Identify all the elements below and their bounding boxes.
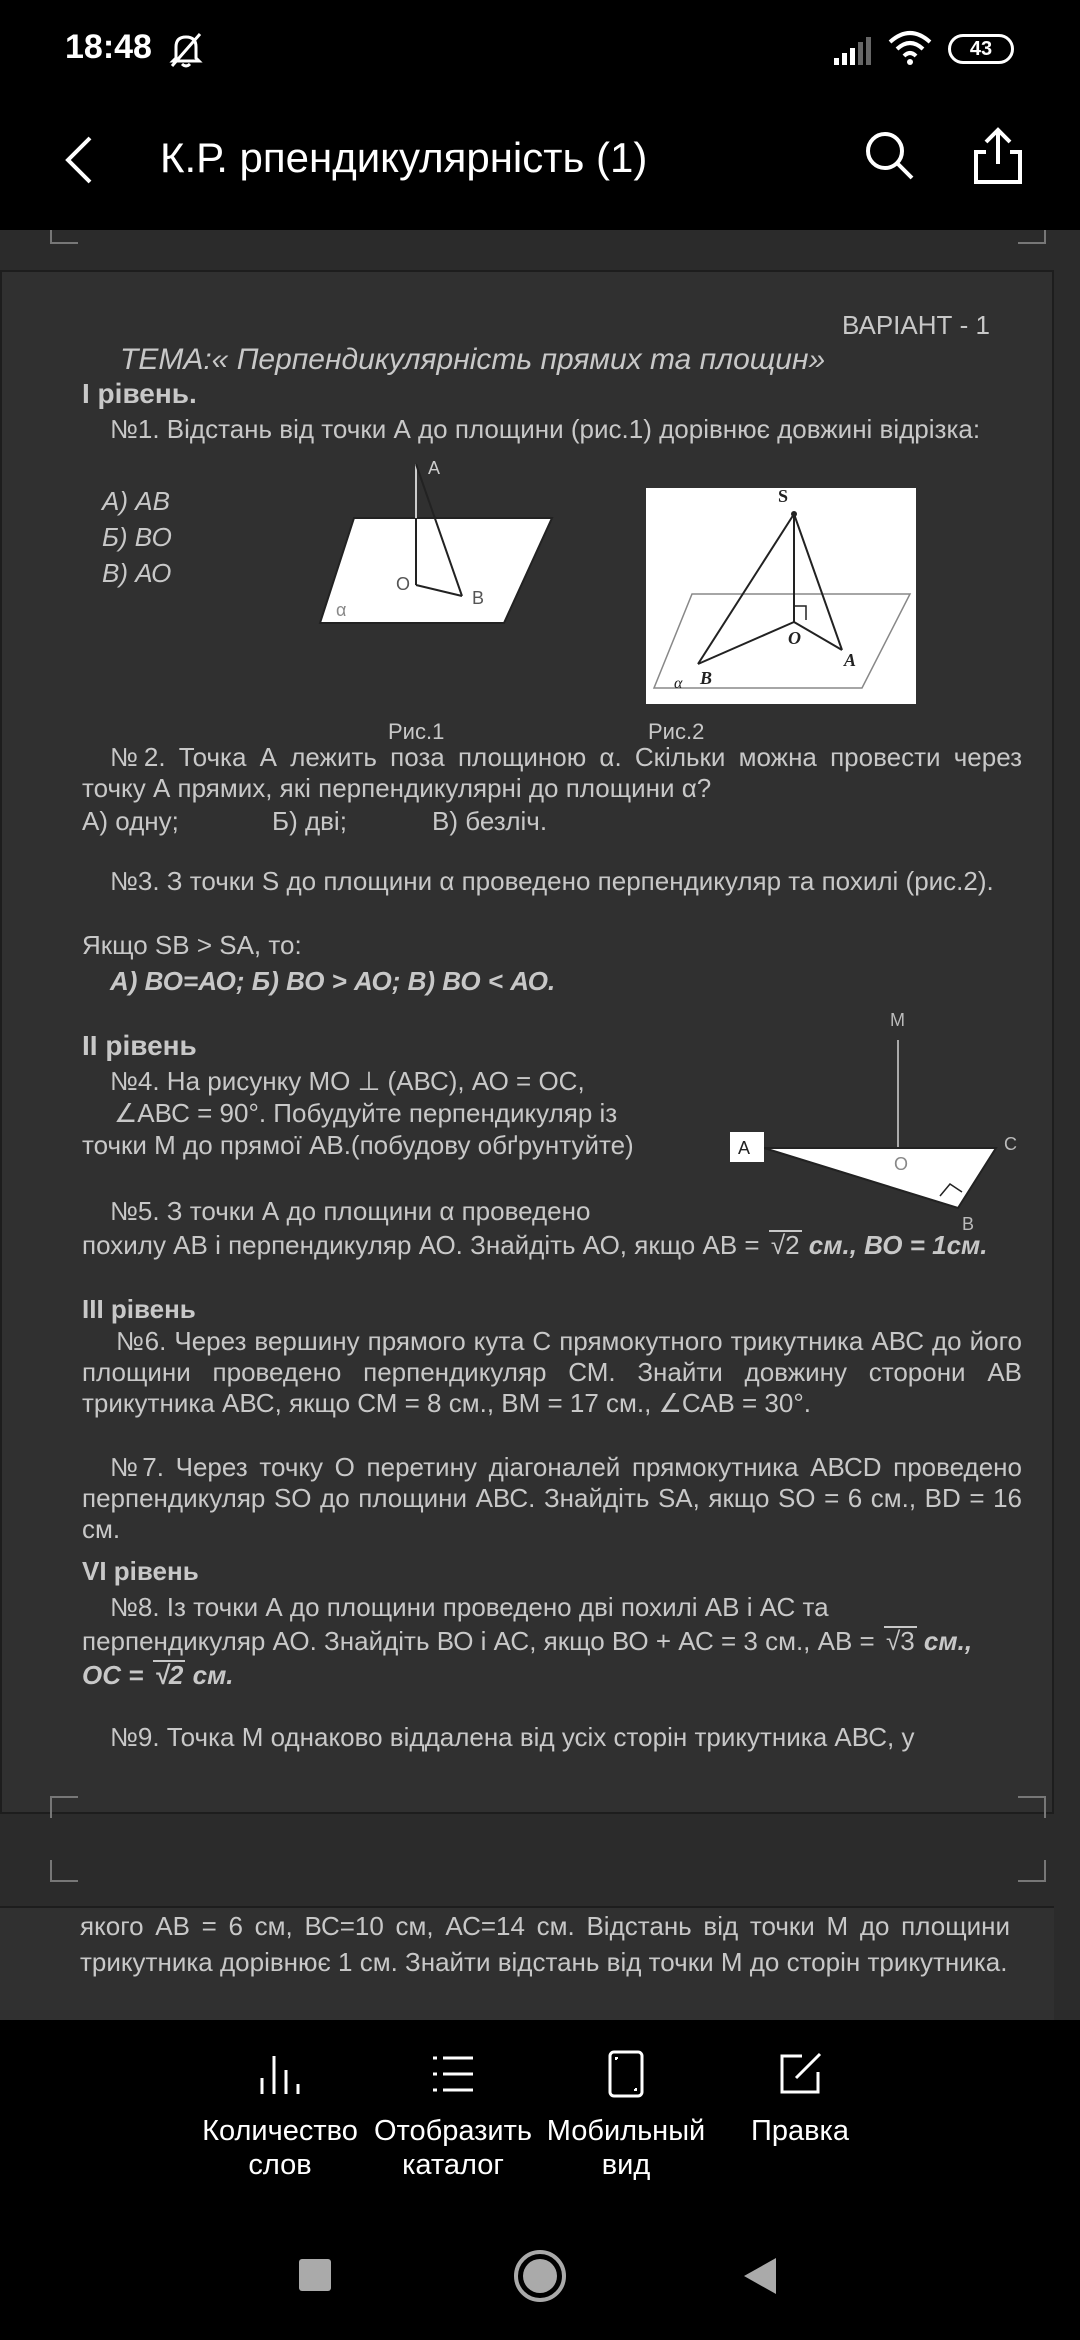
fig1-label-o: O xyxy=(396,574,411,594)
back-arrow-icon[interactable] xyxy=(60,130,100,190)
question-8-line-2 xyxy=(82,1626,972,1657)
q3-options: А) ВО=АО; Б) ВО > АО; В) ВО < АО. xyxy=(110,966,556,996)
crop-mark xyxy=(50,1796,78,1818)
document-page-1 xyxy=(0,270,1054,1814)
tema-heading: ТЕМА:« Перпендикулярність прямих та площин» xyxy=(120,343,826,376)
fig3-label-o: O xyxy=(894,1154,909,1174)
recents-icon[interactable] xyxy=(298,2258,332,2292)
level-1-heading: І рівень. xyxy=(82,378,197,409)
fig2-label-s: S xyxy=(778,488,789,506)
q2-option-c: В) безліч. xyxy=(432,806,548,836)
question-4-line-1: №4. На рисунку МО ⊥ (АВС), АО = ОС, xyxy=(110,1066,585,1096)
figure-2 xyxy=(646,488,916,704)
fig3-label-c: C xyxy=(1004,1134,1017,1154)
question-3: №3. З точки S до площини α проведено перпендикуляр та похилі (рис.2). xyxy=(110,866,994,896)
bell-muted-icon xyxy=(168,30,204,70)
level-2-heading: ІІ рівень xyxy=(82,1030,197,1061)
edit-icon xyxy=(776,2050,824,2098)
question-4-line-2: ∠АВС = 90°. Побудуйте перпендикуляр із xyxy=(114,1098,618,1128)
question-7: №7. Через точку О перетину діагоналей прямокутника АВСD проведено перпендикуляр SO до площини АВС. Знайдіть SA, якщо SO = 6 см., BD = 16 см. xyxy=(82,1452,1022,1544)
battery-indicator: 43 xyxy=(948,34,1014,64)
status-time: 18:48 xyxy=(65,28,152,66)
fig1-label-b: B xyxy=(472,588,485,608)
fig2-label-a: A xyxy=(844,650,857,670)
crop-mark xyxy=(50,230,78,244)
q8-text-d: см. xyxy=(185,1660,234,1690)
document-page-2 xyxy=(0,1906,1054,2020)
bottom-toolbar xyxy=(0,2020,1080,2210)
sqrt-sign: √3 xyxy=(885,1626,915,1656)
fig2-label-o: O xyxy=(788,628,801,648)
signal-icon xyxy=(832,36,872,66)
figure-1-caption: Рис.1 xyxy=(388,719,445,744)
search-icon[interactable] xyxy=(862,128,918,184)
q3-condition: Якщо SB > SA, то: xyxy=(82,930,302,960)
question-2: №2. Точка А лежить поза площиною α. Скільки можна провести через точку А прямих, які перпендикулярні до площини α? xyxy=(82,742,1022,803)
mobile-view-button[interactable] xyxy=(536,2050,716,2182)
question-8-line-3 xyxy=(82,1660,234,1691)
list-icon xyxy=(429,2050,477,2098)
edit-button[interactable] xyxy=(710,2050,890,2148)
question-9-line-1: №9. Точка М однаково віддалена від усіх сторін трикутника АВС, у xyxy=(110,1722,915,1752)
catalog-label-1: Отобразить xyxy=(373,2115,533,2147)
fig3-label-b: B xyxy=(962,1214,975,1234)
q8-text-c: ОС = xyxy=(82,1660,151,1690)
question-8-line-1: №8. Із точки А до площини проведено дві похилі АВ і АС та xyxy=(110,1592,829,1622)
q1-option-c: В) АО xyxy=(102,558,172,588)
sqrt-sign: √2 xyxy=(154,1660,184,1690)
variant-label: ВАРІАНТ - 1 xyxy=(842,310,990,340)
question-5-line-2 xyxy=(82,1230,988,1261)
level-4-heading: VІ рівень xyxy=(82,1556,199,1586)
q5-text-b: см., ВО = 1см. xyxy=(801,1230,988,1260)
document-viewer[interactable] xyxy=(0,230,1080,2020)
mobile-view-label-1: Мобильный xyxy=(546,2115,706,2147)
question-9-continuation: якого АВ = 6 см, ВС=10 см, АС=14 см. Відстань від точки М до площини трикутника дорівнює 1 см. Знайти відстань від точки М до сторін трикутника. xyxy=(80,1911,1010,1977)
crop-mark xyxy=(1018,230,1046,244)
word-count-label-1: Количество xyxy=(202,2115,358,2147)
figure-1 xyxy=(312,458,562,658)
app-bar xyxy=(0,100,1080,230)
q8-text-a: перпендикуляр АО. Знайдіть ВО і АС, якщо ВО + АС = 3 см., АВ = xyxy=(82,1626,882,1656)
fig2-label-b: B xyxy=(700,668,713,688)
question-5-line-1: №5. З точки А до площини α проведено xyxy=(110,1196,591,1226)
edit-label: Правка xyxy=(751,2115,849,2147)
mobile-view-label-2: вид xyxy=(601,2149,651,2181)
q1-option-b: Б) ВО xyxy=(102,522,172,552)
q8-sqrt-value-2: 2 xyxy=(168,1660,184,1690)
fig2-label-alpha: α xyxy=(674,675,683,692)
fig3-label-a: A xyxy=(738,1138,751,1158)
question-4-line-3: точки М до прямої АВ.(побудову обґрунтуйте) xyxy=(82,1130,634,1160)
catalog-button[interactable] xyxy=(363,2050,543,2182)
back-triangle-icon[interactable] xyxy=(742,2256,778,2296)
q8-text-b: см., xyxy=(916,1626,973,1656)
question-1: №1. Відстань від точки А до площини (рис.1) дорівнює довжині відрізка: xyxy=(110,414,981,444)
q5-text-a: похилу АВ і перпендикуляр АО. Знайдіть АО, якщо АВ = xyxy=(82,1230,767,1260)
wifi-icon xyxy=(888,30,932,66)
bar-chart-icon xyxy=(256,2050,304,2098)
home-icon[interactable] xyxy=(512,2248,568,2304)
fig3-label-m: M xyxy=(890,1010,905,1030)
mobile-view-icon xyxy=(602,2050,650,2098)
q5-sqrt-value: 2 xyxy=(785,1230,800,1260)
word-count-label-2: слов xyxy=(248,2149,312,2181)
fig1-label-a: A xyxy=(428,458,441,478)
crop-mark xyxy=(50,1860,78,1882)
figure-3 xyxy=(722,1004,1022,1234)
question-6: №6. Через вершину прямого кута С прямокутного трикутника АВС до його площини проведено перпендикуляр СМ. Знайти довжину сторони АВ трикутника АВС, якщо СМ = 8 см., ВМ = 17 см., ∠САВ = 30°. xyxy=(82,1326,1022,1418)
status-bar xyxy=(0,0,1080,100)
crop-mark xyxy=(1018,1796,1046,1818)
catalog-label-2: каталог xyxy=(402,2149,504,2181)
word-count-button[interactable] xyxy=(190,2050,370,2182)
q8-sqrt-value-1: 3 xyxy=(900,1626,915,1656)
system-nav-bar xyxy=(0,2210,1080,2340)
level-3-heading: ІІІ рівень xyxy=(82,1294,196,1324)
sqrt-sign: √2 xyxy=(770,1230,800,1260)
q2-option-a: А) одну; xyxy=(82,806,179,836)
q2-option-b: Б) дві; xyxy=(272,806,347,836)
figure-2-caption: Рис.2 xyxy=(648,719,705,744)
document-title: К.Р. рпендикулярність (1) xyxy=(160,134,648,181)
share-icon[interactable] xyxy=(970,126,1026,186)
fig1-label-alpha: α xyxy=(336,600,347,620)
crop-mark xyxy=(1018,1860,1046,1882)
q1-option-a: А) АВ xyxy=(102,486,170,516)
